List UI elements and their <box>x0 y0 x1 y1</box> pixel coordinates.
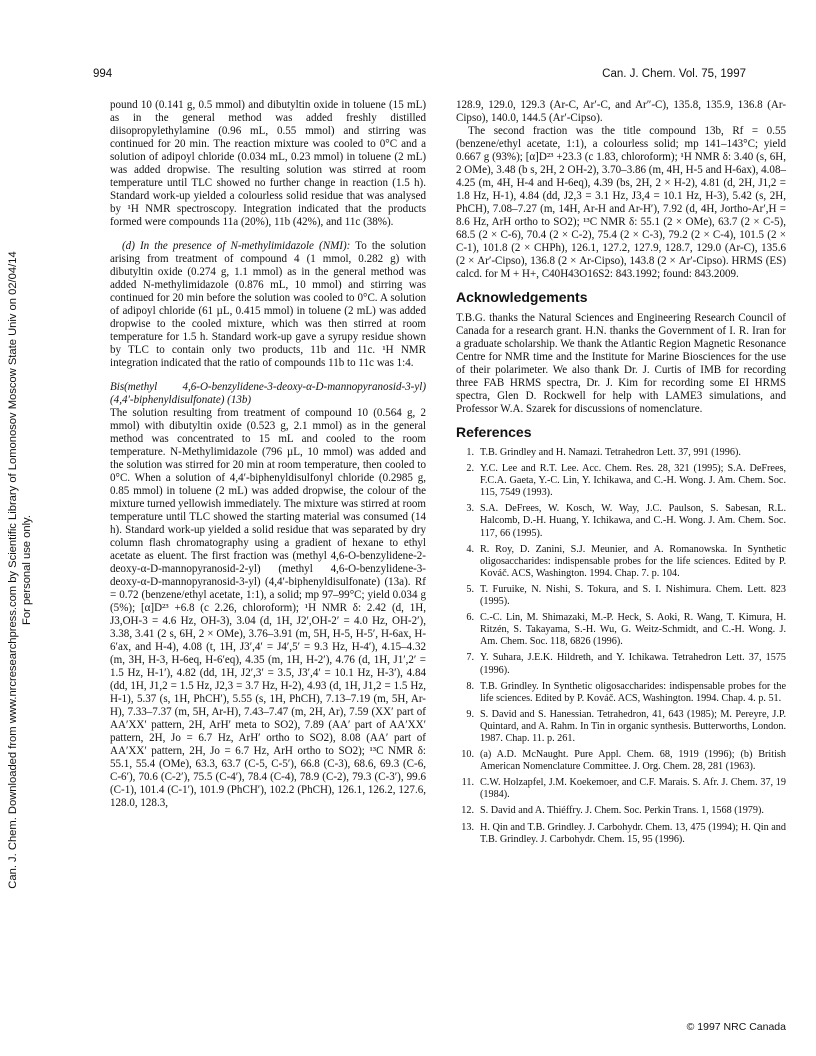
paragraph-heading-nmi: (d) In the presence of N-methylimidazole (NMI): <box>122 240 351 252</box>
reference-text: Y. Suhara, J.E.K. Hildreth, and Y. Ichikawa. Tetrahedron Lett. 37, 1575 (1996). <box>480 652 786 676</box>
reference-number: 8. <box>466 680 474 692</box>
paragraph-second-fraction: The second fraction was the title compound 13b, Rf = 0.55 (benzene/ethyl acetate, 1:1), a colourless solid; mp 141–143°C; yield 0.667 g (93%); [α]D²³ +23.3 (c 1.83, chloroform); ¹H NMR δ: 3.40 (s, 6H, 2 OMe), 3.48 (b s, 2H, 2 OH-2), 3.70–3.86 (m, 4H, H-5 and H-6ax), 4.08–4.25 (m, 4H, H-4 and H-6eq), 4.39 (bs, 2H, 2 × H-2), 4.81 (d, 2H, J1,2 = 1.8 Hz, H-1), 4.84 (dd, J2,3 = 3.1 Hz, J3,4 = 10.1 Hz, H-3), 5.42 (s, 2H, PhCH), 7.08–7.27 (m, 14H, Ar-H and Ar-H′), 7.92 (d, 4H, Jortho-Ar′,H = 8.6 Hz, ArH ortho to SO2); ¹³C NMR δ: 55.1 (2 × OMe), 63.7 (2 × C-5), 68.5 (2 × C-6), 70.4 (2 × C-2), 75.4 (2 × C-3), 79.2 (2 × C-4), 101.5 (2 × C-1), 101.8 (2 × CHPh), 126.1, 127.2, 127.9, 128.7, 129.0 (Ar-C), 135.6 (2 × Ar′-Cipso), 136.8 (2 × Ar-Cipso), 143.8 (2 × Ar′-Cipso). HRMS (ES) calcd. for M + H+, C40H43O16S2: 843.1992; found: 843.2009. <box>456 125 786 280</box>
reference-text: H. Qin and T.B. Grindley. J. Carbohydr. Chem. 13, 475 (1994); H. Qin and T.B. Grindley. J. Carbohydr. Chem. 15, 95 (1996). <box>480 821 786 845</box>
reference-text: C.-C. Lin, M. Shimazaki, M.-P. Heck, S. Aoki, R. Wang, T. Kimura, H. Ritzén, S. Takayama, S.-H. Wu, G. Weitz-Schmidt, and C.-H. Wong. J. Am. Chem. Soc. 118, 6826 (1996). <box>480 612 786 648</box>
copyright-footer: © 1997 NRC Canada <box>686 1021 786 1033</box>
reference-text: C.W. Holzapfel, J.M. Koekemoer, and C.F. Marais. S. Afr. J. Chem. 37, 19 (1984). <box>480 777 786 801</box>
reference-item <box>456 612 786 648</box>
reference-text: R. Roy, D. Zanini, S.J. Meunier, and A. Romanowska. In Synthetic oligosaccharides: indispensable probes for the life sciences. Edited by P. Kováč. ACS, Washington. 1994. Chap. 7. p. 104. <box>480 543 786 579</box>
reference-number: 4. <box>466 543 474 555</box>
reference-text: T.B. Grindley and H. Namazi. Tetrahedron Lett. 37, 991 (1996). <box>480 447 741 458</box>
reference-item <box>456 447 786 459</box>
reference-number: 9. <box>466 708 474 720</box>
paragraph-continued-right: 128.9, 129.0, 129.3 (Ar-C, Ar′-C, and Ar″-C), 135.8, 135.9, 136.8 (Ar-Cipso), 140.0, 144.5 (Ar′-Cipso). <box>456 99 786 124</box>
reference-number: 11. <box>461 777 474 789</box>
paragraph-nmi <box>110 240 426 370</box>
reference-item <box>456 584 786 608</box>
reference-number: 5. <box>466 583 474 595</box>
page-header <box>93 68 746 84</box>
reference-number: 2. <box>466 463 474 475</box>
reference-item <box>456 749 786 773</box>
reference-number: 6. <box>466 612 474 624</box>
left-column <box>110 99 426 810</box>
reference-number: 3. <box>466 503 474 515</box>
reference-text: T. Furuike, N. Nishi, S. Tokura, and S. I. Nishimura. Chem. Lett. 823 (1995). <box>480 583 786 608</box>
side-note-line2: For personal use only. <box>21 515 33 625</box>
reference-number: 1. <box>466 447 474 458</box>
right-column <box>456 99 786 850</box>
reference-item <box>456 805 786 817</box>
reference-item <box>456 544 786 580</box>
reference-text: S. David and A. Thiéffry. J. Chem. Soc. Perkin Trans. 1, 1568 (1979). <box>480 805 764 817</box>
references-heading: References <box>456 424 532 440</box>
references-list <box>456 447 786 846</box>
side-note <box>2 130 38 1010</box>
reference-item <box>456 777 786 801</box>
running-head: Can. J. Chem. Vol. 75, 1997 <box>602 68 746 80</box>
reference-item <box>456 503 786 539</box>
side-note-line1: Can. J. Chem. Downloaded from www.nrcresearchpress.com by Scientific Library of Lomonosov Moscow State Univ on 02/04/14 <box>7 251 19 889</box>
paragraph-13b-synthesis: The solution resulting from treatment of compound 10 (0.564 g, 2 mmol) with dibutyltin oxide (0.523 g, 2.1 mmol) as in the general method was concentrated to 15 mL and cooled to the room temperature. N-Methylimidazole (796 µL, 10 mmol) was added and the solution was stirred for 20 min at room temperature, then cooled to 0°C. When a solution of 4,4′-biphenyldisulfonyl chloride (0.2985 g, 0.85 mmol) in toluene (2 mL) was added dropwise, the colour of the mixture turned yellowish immediately. The mixture was stirred at room temperature until TLC showed the starting material was consumed (14 h). Standard work-up yielded a solid residue that was separated by dry column flash chromatography using a gradient of hexane to ethyl acetate as eluent. The first fraction was (methyl 4,6-O-benzylidene-2-deoxy-α-D-mannopyranosid-2-yl) (methyl 4,6-O-benzylidene-3-deoxy-α-D-mannopyranosid-3-yl) (4,4′-biphenyldisulfonate) (13a). Rf = 0.72 (benzene/ethyl acetate, 1:1), a solid; mp 97–99°C; yield 0.034 g (5%); [α]D²³ +6.8 (c 2.26, chloroform); ¹H NMR δ: 2.42 (d, 1H, J3,OH-3 = 4.6 Hz, OH-3), 3.04 (d, 1H, J2′,OH-2′ = 4.0 Hz, OH-2′), 3.38, 3.41 (2 s, 6H, 2 × OMe), 3.76–3.91 (m, 5H, H-5, H-5′, H-6ax, H-6′ax, and H-4), 4.08 (t, 1H, J3′,4′ = J4′,5′ = 9.3 Hz, H-4′), 4.15–4.32 (m, 3H, H-3, H-6eq, H-6′eq), 4.35 (m, 1H, H-2′), 4.76 (d, 1H, J1′,2′ = 1.5 Hz, H-1′), 4.82 (dd, 1H, J2′,3′ = 3.5, J3′,4′ = 10.1 Hz, H-3′), 4.84 (dd, 1H, J1,2 = 1.5 Hz, J2,3 = 3.7 Hz, H-2), 4.93 (d, 1H, J1,2 = 1.5 Hz, H-1), 5.37 (s, 1H, PhCH′), 5.55 (s, 1H, PhCH), 7.13–7.19 (m, 5H, Ar-H), 7.33–7.37 (m, 5H, Ar-H), 7.43–7.47 (m, 2H, Ar), 7.59 (XX′ part of AA′XX′ pattern, 2H, ArH′ meta to SO2), 7.89 (AA′ part of AA′XX′ pattern, 2H, Jo = 6.7 Hz, ArH′ ortho to SO2), 8.08 (AA′ part of AA′XX′ pattern, 2H, Jo = 6.7 Hz, ArH ortho to SO2); ¹³C NMR δ: 55.1, 55.4 (OMe), 63.3, 63.7 (C-5, C-5′), 66.8 (C-3), 68.6, 69.3 (C-6, C-6′), 70.6 (C-2′), 75.5 (C-4′), 78.4 (C-4), 78.9 (C-2), 79.3 (C-3′), 99.6 (C-1), 101.4 (C-1′), 101.9 (PhCH′), 102.2 (PhCH), 126.1, 126.2, 127.6, 128.0, 128.3, <box>110 407 426 809</box>
paragraph-body-nmi: To the solution arising from treatment of compound 4 (1 mmol, 0.282 g) with dibutyltin oxide (0.274 g, 1.1 mmol) as in the general method was added N-methylimidazole (0.876 mL, 10 mmol) and stirring was continued for 20 min before the solution was cooled to 0°C. A solution of adipoyl chloride (61 µL, 0.415 mmol) in toluene (2 mL) was added dropwise to the cooled mixture, which was then stirred at room temperature for 1.5 h. Standard work-up gave a syrupy residue shown by TLC to contain only two products, 11b and 11c. ¹H NMR integration indicated that the ratio of compounds 11b to 11c was 1:4. <box>110 240 427 369</box>
reference-number: 7. <box>466 652 474 664</box>
paragraph-continued: pound 10 (0.141 g, 0.5 mmol) and dibutyltin oxide in toluene (15 mL) as in the general method was added freshly distilled diisopropylethylamine (0.96 mL, 0.55 mmol) and stirring was continued for 20 min. The reaction mixture was cooled to 0°C and a solution of adipoyl chloride (0.034 mL, 0.23 mmol) in toluene (2 mL) was added dropwise. The resulting solution was stirred at room temperature until TLC showed no further change in reaction (1.5 h). Standard work-up yielded a colourless solid residue that was analysed by ¹H NMR spectroscopy. Integration indicated that the products formed were compounds 11a (20%), 11b (42%), and 11c (38%). <box>110 99 426 228</box>
acknowledgements-body: T.B.G. thanks the Natural Sciences and Engineering Research Council of Canada for a research grant. H.N. thanks the Government of I. R. Iran for a graduate scholarship. We thank the Atlantic Region Magnetic Resonance Centre for NMR time and the Institute for Marine Biosciences for the use of their polarimeter. We also thank Dr. J. Curtis of IMB for recording three FAB HRMS spectra, Dr. J. Kim for recording some EI HRMS spectra, Glen D. Rockwell for help with LAME3 simulations, and Professor W.A. Szarek for discussions of nomenclature. <box>456 312 786 415</box>
reference-text: S.A. DeFrees, W. Kosch, W. Way, J.C. Paulson, S. Sabesan, R.L. Halcomb, D.-H. Huang, Y. Ichikawa, and C.-H. Wong. J. Am. Chem. Soc. 117, 66 (1995). <box>480 503 786 539</box>
reference-text: S. David and S. Hanessian. Tetrahedron, 41, 643 (1985); M. Pereyre, J.P. Quintard, and A. Rahm. In Tin in organic synthesis. Butterworths, London. 1987. Chap. 11. p. 261. <box>480 708 786 744</box>
reference-text: (a) A.D. McNaught. Pure Appl. Chem. 68, 1919 (1996); (b) British American Nomenclature Committee. J. Org. Chem. 28, 281 (1963). <box>480 749 786 773</box>
reference-number: 13. <box>461 821 474 833</box>
reference-number: 12. <box>461 805 474 817</box>
reference-item <box>456 822 786 846</box>
reference-text: Y.C. Lee and R.T. Lee. Acc. Chem. Res. 28, 321 (1995); S.A. DeFrees, F.C.A. Gaeta, Y.-C. Lin, Y. Ichikawa, and C.-H. Wong. J. Am. Chem. Soc. 115, 7549 (1993). <box>480 463 786 499</box>
compound-heading-13b: Bis(methyl 4,6-O-benzylidene-3-deoxy-α-D-mannopyranosid-3-yl) (4,4′-biphenyldisulfonate) (13b) <box>110 381 426 406</box>
reference-text: T.B. Grindley. In Synthetic oligosaccharides: indispensable probes for the life sciences. Edited by P. Kováč. ACS, Washington. 1994. Chap. 4. p. 51. <box>480 680 786 704</box>
reference-item <box>456 681 786 705</box>
reference-item <box>456 709 786 745</box>
reference-item <box>456 463 786 499</box>
reference-number: 10. <box>461 749 474 761</box>
page-number: 994 <box>93 68 113 80</box>
reference-item <box>456 652 786 676</box>
acknowledgements-heading: Acknowledgements <box>456 289 588 305</box>
